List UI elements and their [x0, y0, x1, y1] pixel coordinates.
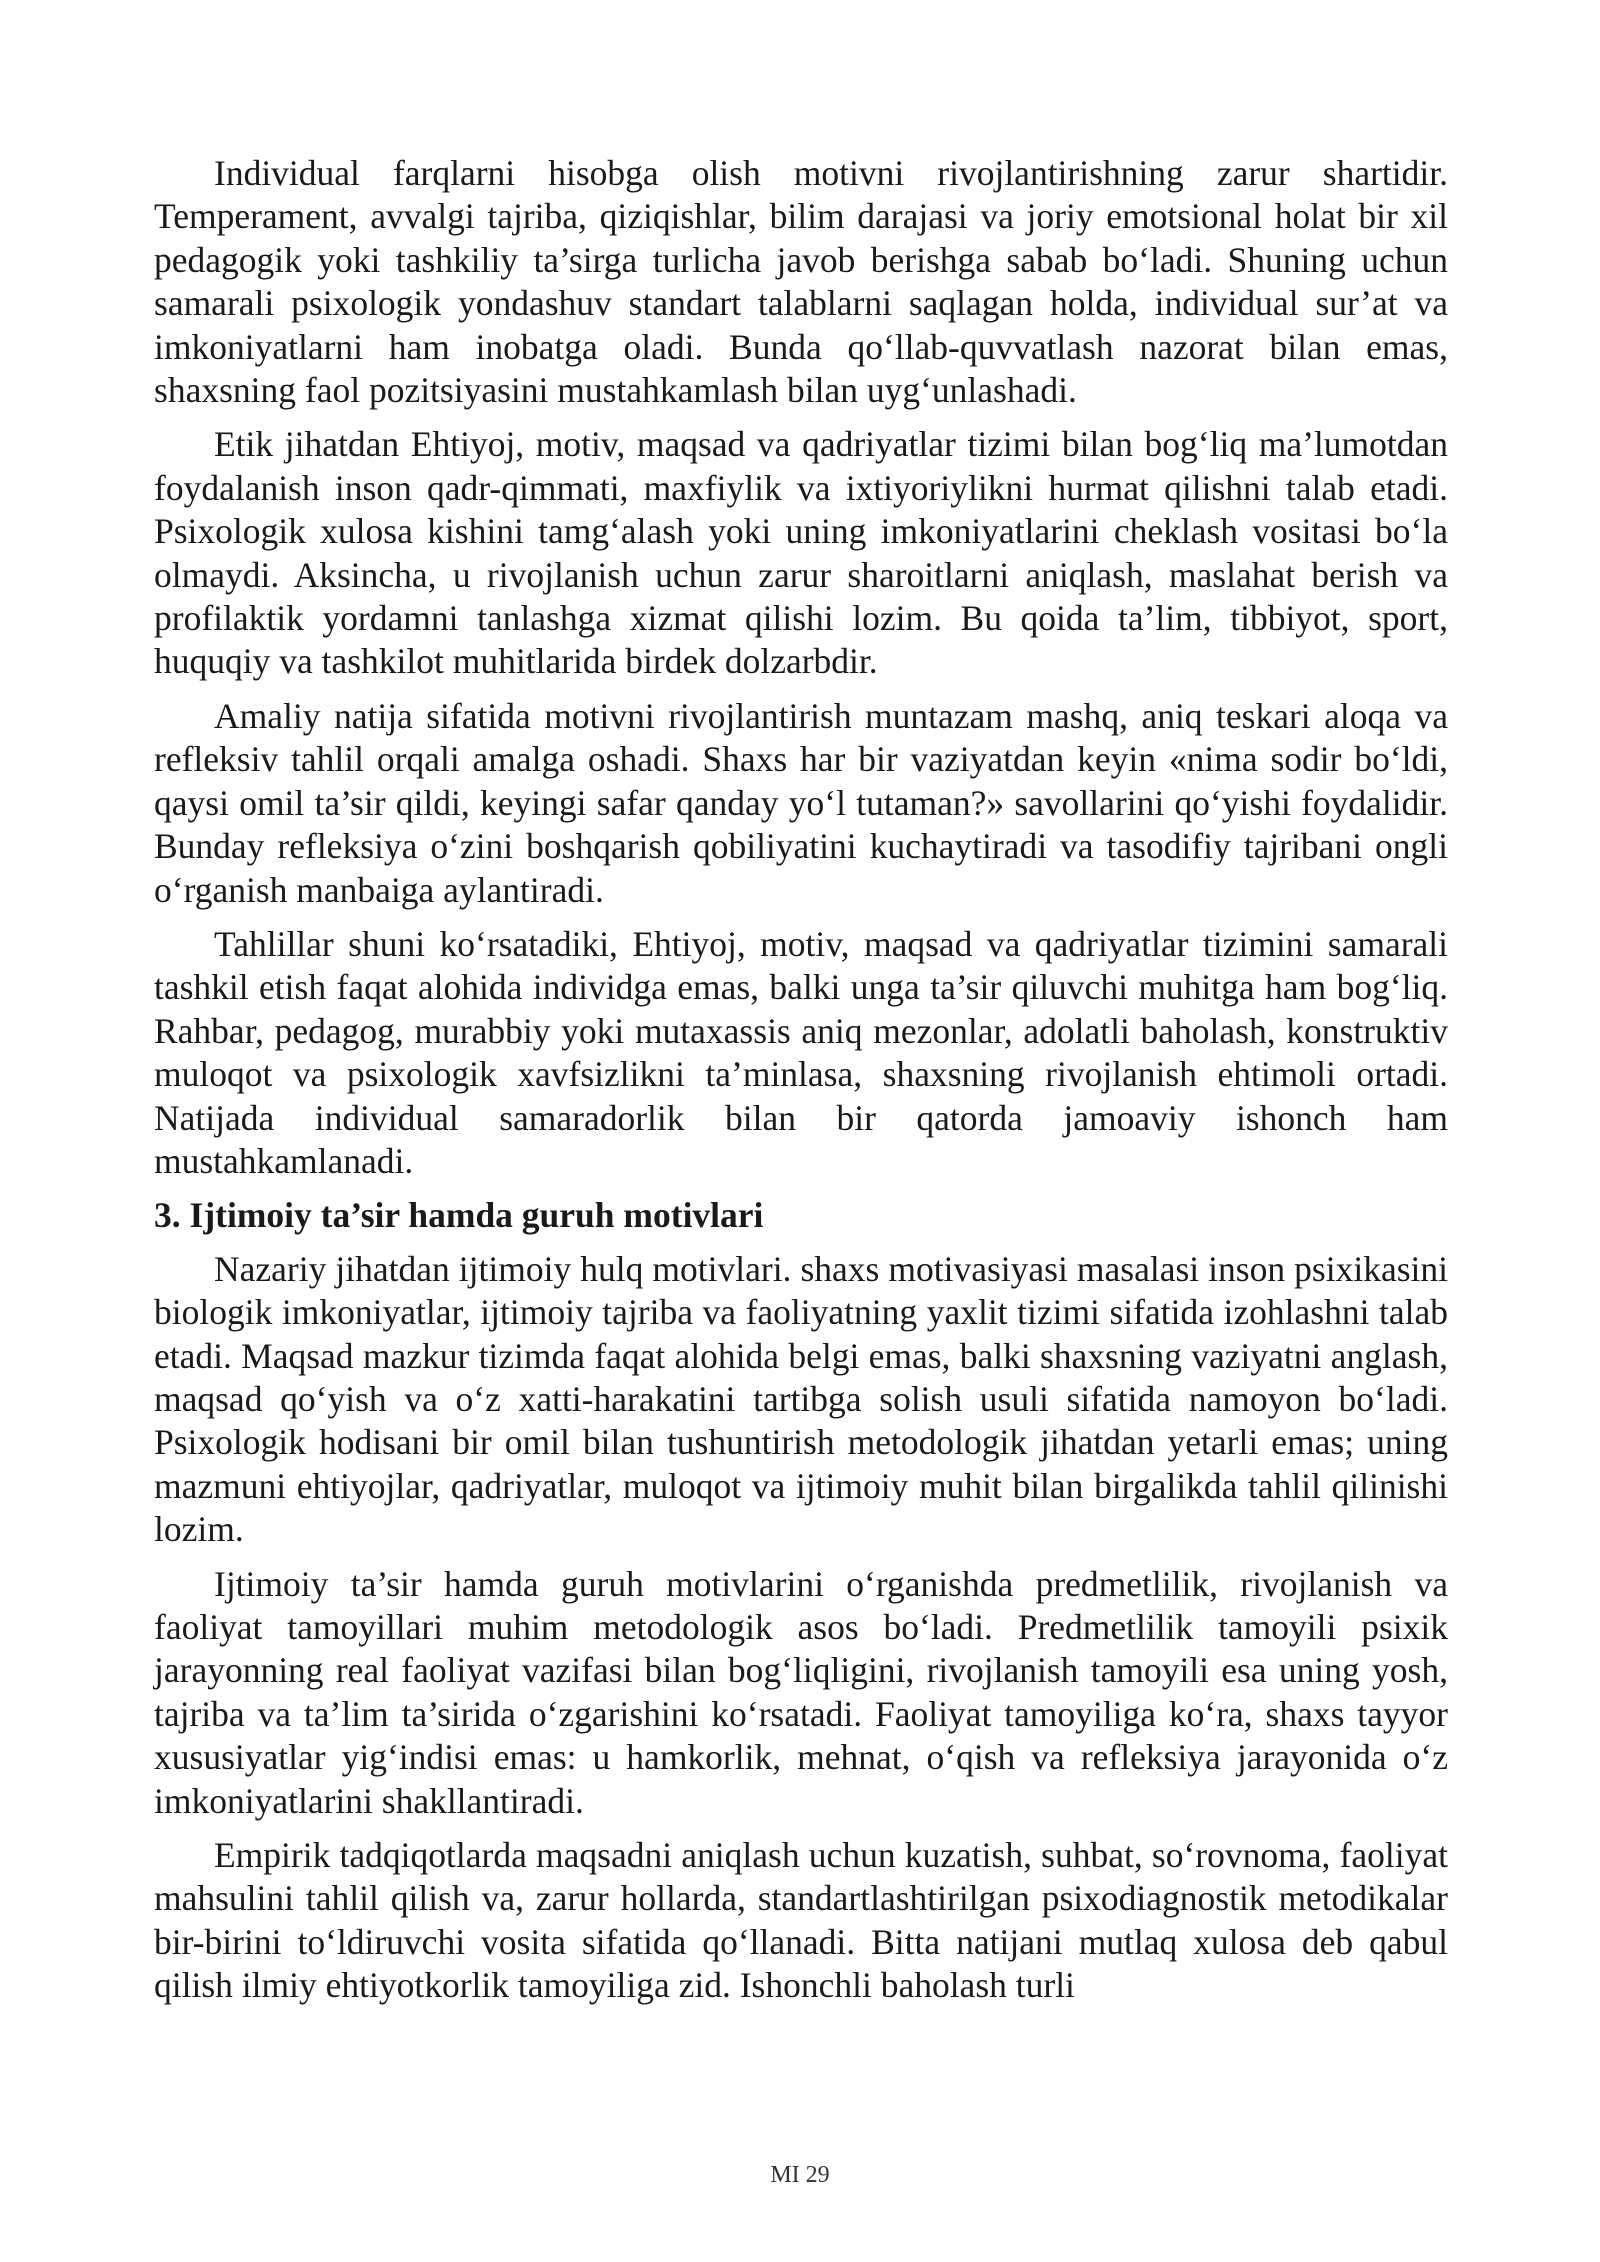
- page-number: MI 29: [770, 2162, 830, 2188]
- paragraph-ethics: Etik jihatdan Ehtiyoj, motiv, maqsad va qadriyatlar tizimi bilan bog‘liq ma’lumotdan foydalanish inson qadr-qimmati, maxfiylik va ixtiyoriylikni hurmat qilishni talab etadi. Psixologik xulosa kishini tamg‘alash yoki uning imkoniyatlarini cheklash vositasi bo‘la olmaydi. Aksincha, u rivojlanish uchun zarur sharoitlarni aniqlash, maslahat berish va profilaktik yordamni tanlashga xizmat qilishi lozim. Bu qoida ta’lim, tibbiyot, sport, huquqiy va tashkilot muhitlarida birdek dolzarbdir.: [154, 424, 1448, 682]
- paragraph-individual-differences: Individual farqlarni hisobga olish motivni rivojlantirishning zarur shartidir. Temperament, avvalgi tajriba, qiziqishlar, bilim darajasi va joriy emotsional holat bir xil pedagogik yoki tashkiliy ta’sirga turlicha javob berishga sabab bo‘ladi. Shuning uchun samarali psixologik yondashuv standart talablarni saqlagan holda, individual sur’at va imkoniyatlarni ham inobatga oladi. Bunda qo‘llab-quvvatlash nazorat bilan emas, shaxsning faol pozitsiyasini mustahkamlash bilan uyg‘unlashadi.: [154, 153, 1448, 411]
- paragraph-analysis: Tahlillar shuni ko‘rsatadiki, Ehtiyoj, motiv, maqsad va qadriyatlar tizimini samarali tashkil etish faqat alohida individga emas, balki unga ta’sir qiluvchi muhitga ham bog‘liq. Rahbar, pedagog, murabbiy yoki mutaxassis aniq mezonlar, adolatli baholash, konstruktiv muloqot va psixologik xavfsizlikni ta’minlasa, shaxsning rivojlanish ehtimoli ortadi. Natijada individual samaradorlik bilan bir qatorda jamoaviy ishonch ham mustahkamlanadi.: [154, 923, 1448, 1181]
- paragraph-practical-result: Amaliy natija sifatida motivni rivojlantirish muntazam mashq, aniq teskari aloqa va refleksiv tahlil orqali amalga oshadi. Shaxs har bir vaziyatdan keyin «nima sodir bo‘ldi, qaysi omil ta’sir qildi, keyingi safar qanday yo‘l tutaman?» savollarini qo‘yishi foydalidir. Bunday refleksiya o‘zini boshqarish qobiliyatini kuchaytiradi va tasodifiy tajribani ongli o‘rganish manbaiga aylantiradi.: [154, 695, 1448, 910]
- section-heading: 3. Ijtimoiy ta’sir hamda guruh motivlari: [154, 1195, 764, 1236]
- paragraph-theory: Nazariy jihatdan ijtimoiy hulq motivlari. shaxs motivasiyasi masalasi inson psixikasini biologik imkoniyatlar, ijtimoiy tajriba va faoliyatning yaxlit tizimi sifatida izohlashni talab etadi. Maqsad mazkur tizimda faqat alohida belgi emas, balki shaxsning vaziyatni anglash, maqsad qo‘yish va o‘z xatti-harakatini tartibga solish usuli sifatida namoyon bo‘ladi. Psixologik hodisani bir omil bilan tushuntirish metodologik jihatdan yetarli emas; uning mazmuni ehtiyojlar, qadriyatlar, muloqot va ijtimoiy muhit bilan birgalikda tahlil qilinishi lozim.: [154, 1248, 1448, 1550]
- page-body: [154, 152, 1448, 2019]
- paragraph-principles: Ijtimoiy ta’sir hamda guruh motivlarini o‘rganishda predmetlilik, rivojlanish va faoliyat tamoyillari muhim metodologik asos bo‘ladi. Predmetlilik tamoyili psixik jarayonning real faoliyat vazifasi bilan bog‘liqligini, rivojlanish tamoyili esa uning yosh, tajriba va ta’lim ta’sirida o‘zgarishini ko‘rsatadi. Faoliyat tamoyiliga ko‘ra, shaxs tayyor xususiyatlar yig‘indisi emas: u hamkorlik, mehnat, o‘qish va refleksiya jarayonida o‘z imkoniyatlarini shakllantiradi.: [154, 1563, 1448, 1821]
- paragraph-empirical: Empirik tadqiqotlarda maqsadni aniqlash uchun kuzatish, suhbat, so‘rovnoma, faoliyat mahsulini tahlil qilish va, zarur hollarda, standartlashtirilgan psixodiagnostik metodikalar bir-birini to‘ldiruvchi vosita sifatida qo‘llanadi. Bitta natijani mutlaq xulosa deb qabul qilish ilmiy ehtiyotkorlik tamoyiliga zid. Ishonchli baholash turli: [154, 1835, 1448, 2006]
